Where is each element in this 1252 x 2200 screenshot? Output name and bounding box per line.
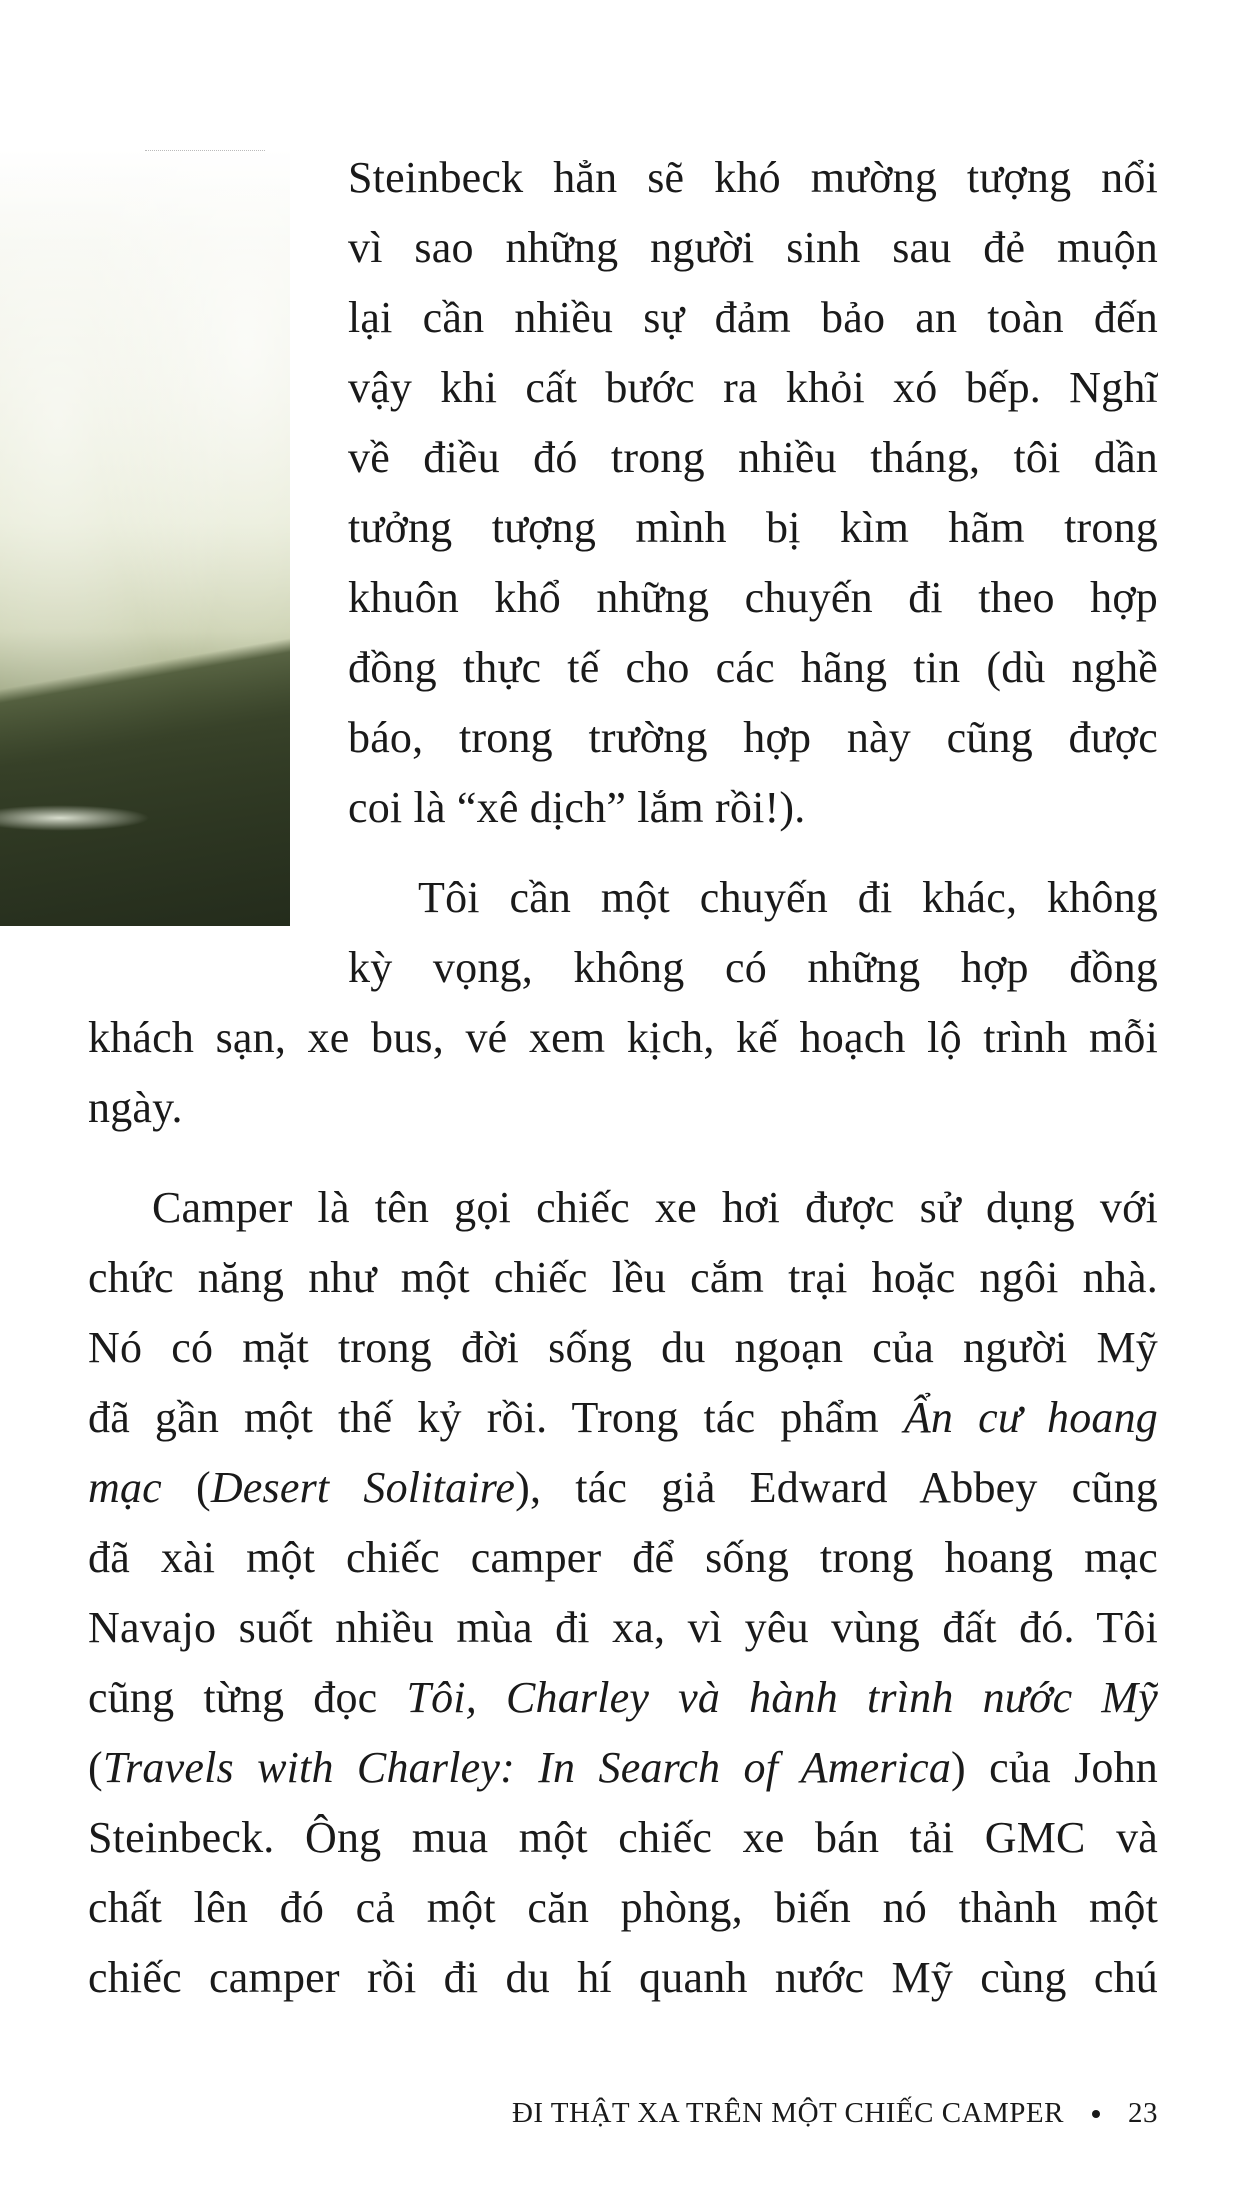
- paragraph-1-line-9: báo, trong trường hợp này cũng được: [348, 713, 1158, 762]
- page-number: 23: [1128, 2097, 1158, 2129]
- paragraph-3-line-9: [88, 1740, 1158, 1796]
- paragraph-3-line-4: [88, 1390, 1158, 1446]
- paragraph-3-line-12: chiếc camper rồi đi du hí quanh nước Mỹ cùng chú: [88, 1953, 1158, 2002]
- text-run: (: [88, 1743, 103, 1792]
- paragraph-3-line-11: chất lên đó cả một căn phòng, biến nó thành một: [88, 1883, 1158, 1932]
- paragraph-3-line-3: Nó có mặt trong đời sống du ngoạn của người Mỹ: [88, 1323, 1158, 1372]
- paragraph-1-line-10: coi là “xê dịch” lắm rồi!).: [348, 783, 806, 832]
- paragraph-1-line-6: tưởng tượng mình bị kìm hãm trong: [348, 503, 1158, 552]
- landscape-photo: [0, 150, 290, 926]
- paragraph-3-line-7: Navajo suốt nhiều mùa đi xa, vì yêu vùng đất đó. Tôi: [88, 1603, 1158, 1652]
- text-run: đã gần một thế kỷ rồi. Trong tác phẩm: [88, 1393, 904, 1442]
- paragraph-2-line-4: ngày.: [88, 1083, 183, 1132]
- paragraph-2-line-3: khách sạn, xe bus, vé xem kịch, kế hoạch lộ trình mỗi: [88, 1013, 1158, 1062]
- text-run: (: [161, 1463, 211, 1512]
- paragraph-3-line-2: chức năng như một chiếc lều cắm trại hoặc ngôi nhà.: [88, 1253, 1158, 1302]
- paragraph-1-line-4: vậy khi cất bước ra khỏi xó bếp. Nghĩ: [348, 363, 1158, 412]
- book-title-vi-steinbeck: Tôi, Charley và hành trình nước Mỹ: [406, 1673, 1158, 1722]
- photo-mist: [0, 805, 150, 831]
- book-title-vi-abbey-end: mạc: [88, 1463, 162, 1512]
- paragraph-1-line-7: khuôn khổ những chuyến đi theo hợp: [348, 573, 1158, 622]
- paragraph-3-line-5: [88, 1460, 1158, 1516]
- text-run: ), tác giả Edward Abbey cũng: [515, 1463, 1158, 1512]
- text-run: cũng từng đọc: [88, 1673, 407, 1722]
- bullet-separator-icon: [1092, 2110, 1100, 2118]
- paragraph-1-line-2: vì sao những người sinh sau đẻ muộn: [348, 223, 1158, 272]
- paragraph-3-line-1: Camper là tên gọi chiếc xe hơi được sử dụng với: [152, 1183, 1158, 1232]
- paragraph-2-line-1: Tôi cần một chuyến đi khác, không: [418, 873, 1158, 922]
- book-title-vi-abbey: Ẩn cư hoang: [903, 1393, 1158, 1442]
- paragraph-1-line-8: đồng thực tế cho các hãng tin (dù nghề: [348, 643, 1158, 692]
- photo-top-edge: [145, 150, 265, 151]
- paragraph-1-line-1: Steinbeck hẳn sẽ khó mường tượng nổi: [348, 153, 1158, 202]
- paragraph-3-line-10: Steinbeck. Ông mua một chiếc xe bán tải GMC và: [88, 1813, 1158, 1862]
- paragraph-1-line-3: lại cần nhiều sự đảm bảo an toàn đến: [348, 293, 1158, 342]
- paragraph-3-line-8: [88, 1670, 1158, 1726]
- paragraph-2-line-2: kỳ vọng, không có những hợp đồng: [348, 943, 1158, 992]
- photo-hill-ridge: [0, 626, 290, 926]
- running-title: ĐI THẬT XA TRÊN MỘT CHIẾC CAMPER: [511, 2097, 1064, 2129]
- page-footer: [512, 2097, 1158, 2130]
- paragraph-3-line-6: đã xài một chiếc camper để sống trong hoang mạc: [88, 1533, 1158, 1582]
- paragraph-1-line-5: về điều đó trong nhiều tháng, tôi dần: [348, 433, 1158, 482]
- book-title-en-abbey: Desert Solitaire: [210, 1463, 516, 1512]
- text-run: ) của John: [951, 1743, 1158, 1792]
- book-title-en-steinbeck: Travels with Charley: In Search of America: [102, 1743, 952, 1792]
